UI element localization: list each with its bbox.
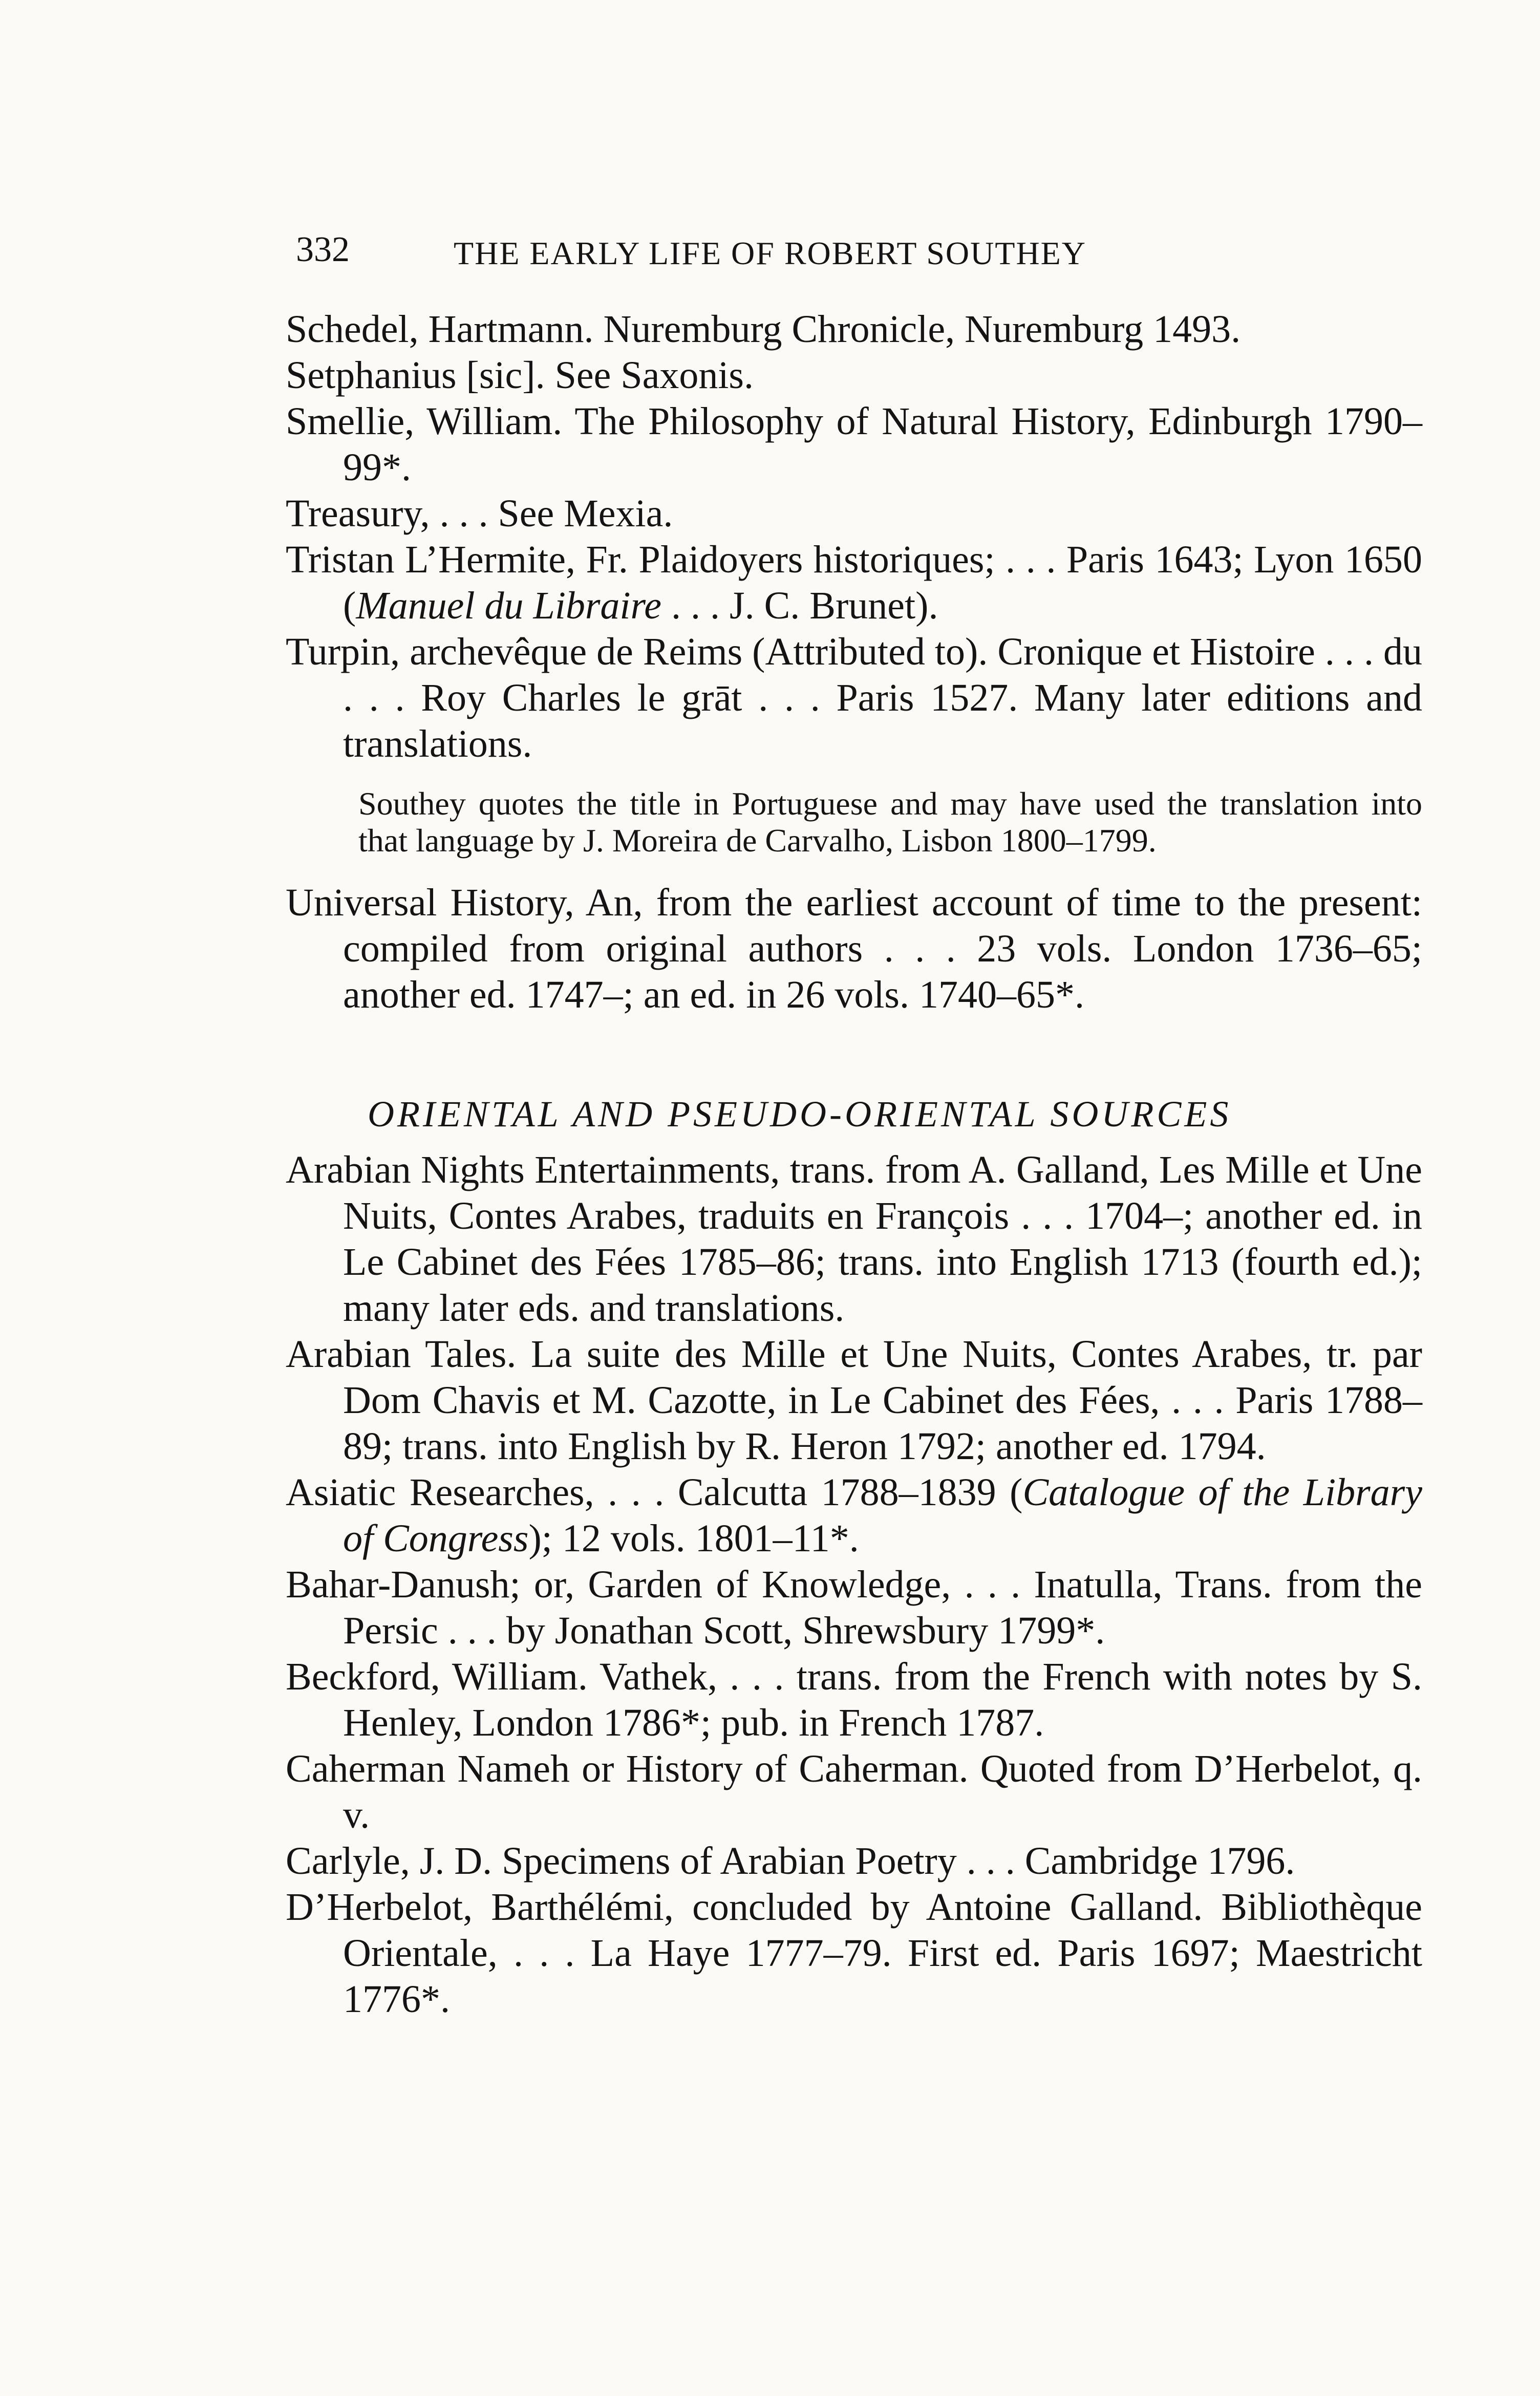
running-title: THE EARLY LIFE OF ROBERT SOUTHEY — [454, 235, 1086, 271]
section-heading: ORIENTAL AND PSEUDO-ORIENTAL SOURCES — [368, 1094, 1232, 1135]
bibliography-entry: Beckford, William. Vathek, . . . trans. from the French with notes by S. Henley, London 1786*; pub. in French 1787. — [286, 1655, 1422, 1744]
bibliography-entry: D’Herbelot, Barthélémi, concluded by Antoine Galland. Bibliothèque Orientale, . . . La Haye 1777–79. First ed. Paris 1697; Maestricht 1776*. — [286, 1886, 1422, 2021]
bibliography-entry: Turpin, archevêque de Reims (Attributed to). Cronique et Histoire . . . du . . . Roy Charles le grāt . . . Paris 1527. Many later editions and translations. — [286, 630, 1422, 765]
annotation-note: Southey quotes the title in Portuguese and may have used the translation into that language by J. Moreira de Carvalho, Lisbon 1800–1799. — [358, 785, 1422, 859]
bibliography-entry: Schedel, Hartmann. Nuremburg Chronicle, Nuremburg 1493. — [286, 308, 1241, 351]
bibliography-entry: Asiatic Researches, . . . Calcutta 1788–1839 (Catalogue of the Library of Congress); 12 vols. 1801–11*. — [286, 1471, 1422, 1560]
page-header — [296, 229, 1422, 281]
bibliography-section-oriental — [286, 1147, 1422, 2022]
bibliography-entry: Arabian Tales. La suite des Mille et Une Nuits, Contes Arabes, tr. par Dom Chavis et M. Cazotte, in Le Cabinet des Fées, . . . Paris 1788–89; trans. into English by R. Heron 1792; another ed. 1794. — [286, 1333, 1422, 1468]
bibliography-section-general — [286, 306, 1422, 1018]
bibliography-entry: Arabian Nights Entertainments, trans. from A. Galland, Les Mille et Une Nuits, Contes Arabes, traduits en François . . . 1704–; another ed. in Le Cabinet des Fées 1785–86; trans. into English 1713 (fourth ed.); many later eds. and translations. — [286, 1148, 1422, 1330]
bibliography-entry: Treasury, . . . See Mexia. — [286, 492, 673, 535]
bibliography-entry: Smellie, William. The Philosophy of Natural History, Edinburgh 1790–99*. — [286, 400, 1422, 489]
bibliography-entry: Tristan L’Hermite, Fr. Plaidoyers historiques; . . . Paris 1643; Lyon 1650 (Manuel du Libraire . . . J. C. Brunet). — [286, 538, 1422, 627]
bibliography-entry: Caherman Nameh or History of Caherman. Quoted from D’Herbelot, q. v. — [286, 1747, 1422, 1836]
bibliography-entry: Universal History, An, from the earliest account of time to the present: compiled from original authors . . . 23 vols. London 1736–65; another ed. 1747–; an ed. in 26 vols. 1740–65*. — [286, 881, 1422, 1016]
bibliography-entry: Bahar-Danush; or, Garden of Knowledge, . . . Inatulla, Trans. from the Persic . . . by Jonathan Scott, Shrewsbury 1799*. — [286, 1563, 1422, 1652]
page-number: 332 — [296, 230, 350, 269]
bibliography-entry: Setphanius [sic]. See Saxonis. — [286, 354, 754, 397]
bibliography-entry: Carlyle, J. D. Specimens of Arabian Poetry . . . Cambridge 1796. — [286, 1839, 1295, 1882]
